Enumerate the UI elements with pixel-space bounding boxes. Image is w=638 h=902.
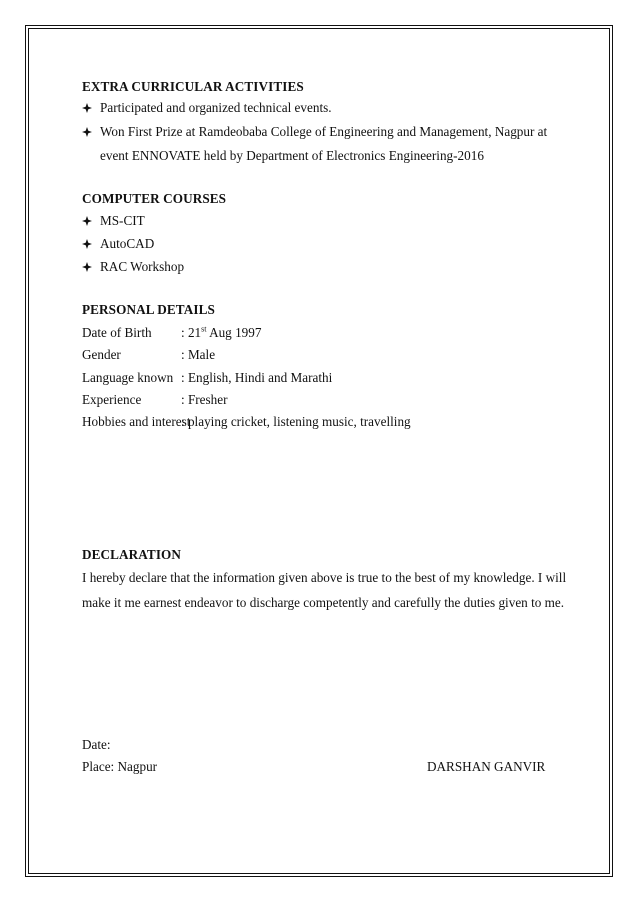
diamond-bullet-icon [82,127,94,137]
dob-value-sup: st [201,324,207,334]
experience-value: : Fresher [181,392,228,407]
declaration-line-1: I hereby declare that the information given above is true to the best of my knowledge. I will [82,570,567,585]
language-value: : English, Hindi and Marathi [181,370,333,385]
dob-value-suffix: Aug 1997 [206,325,262,340]
diamond-bullet-icon [82,262,94,272]
course-item: AutoCAD [100,236,155,251]
course-item: MS-CIT [100,213,145,228]
language-label: Language known [82,370,174,385]
course-item: RAC Workshop [100,259,185,274]
page-content [29,29,609,873]
extra-curricular-heading: EXTRA CURRICULAR ACTIVITIES [82,79,304,94]
signature-name: DARSHAN GANVIR [427,759,546,774]
declaration-line-2: make it me earnest endeavor to discharge competently and carefully the duties given to me. [82,595,565,610]
diamond-bullet-icon [82,239,94,249]
resume-page [25,25,613,877]
personal-details-heading: PERSONAL DETAILS [82,302,215,317]
place-label: Place: Nagpur [82,759,158,774]
diamond-bullet-icon [82,216,94,226]
date-label: Date: [82,737,111,752]
computer-courses-heading: COMPUTER COURSES [82,191,227,206]
declaration-heading: DECLARATION [82,547,182,562]
experience-label: Experience [82,392,142,407]
hobbies-value: : playing cricket, listening music, travelling [181,414,411,429]
dob-value-prefix: : 21 [181,325,202,340]
extra-item-2-line-1: Won First Prize at Ramdeobaba College of Engineering and Management, Nagpur at [100,124,548,139]
gender-label: Gender [82,347,121,362]
hobbies-label: Hobbies and interest [82,414,191,429]
diamond-bullet-icon [82,103,94,113]
gender-value: : Male [181,347,216,362]
extra-item-2-line-2: event ENNOVATE held by Department of Electronics Engineering-2016 [100,148,484,163]
dob-value [181,325,261,341]
dob-label: Date of Birth [82,325,152,340]
extra-item-1: Participated and organized technical events. [100,100,332,115]
